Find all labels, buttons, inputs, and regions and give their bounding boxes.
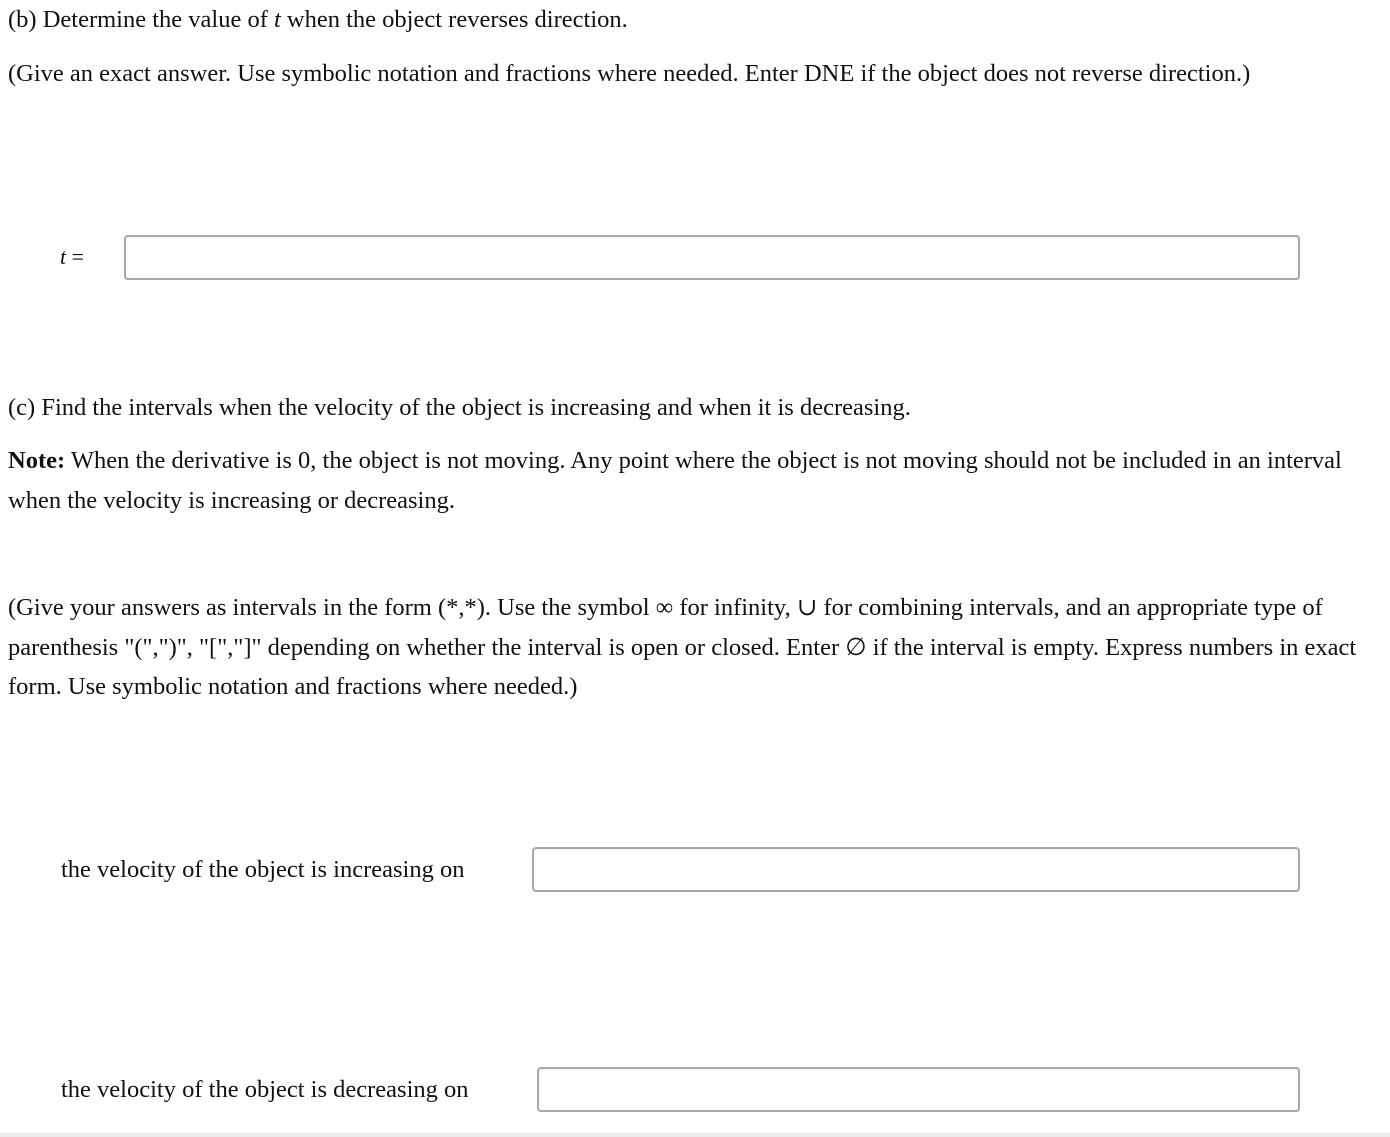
- part-c-note: [8, 441, 1386, 520]
- t-answer-input[interactable]: [124, 235, 1300, 280]
- decreasing-interval-input[interactable]: [537, 1067, 1300, 1112]
- t-answer-label: [60, 246, 84, 268]
- bottom-divider: [0, 1133, 1390, 1137]
- t-answer-label-variable: t: [60, 244, 67, 269]
- decreasing-label: the velocity of the object is decreasing on: [61, 1076, 469, 1103]
- part-b-heading: [8, 8, 628, 33]
- part-b-heading-variable: t: [273, 6, 281, 33]
- part-b-heading-prefix: (b) Determine the value of: [8, 6, 274, 33]
- note-text: When the derivative is 0, the object is not moving. Any point where the object is not moving should not be included in an interval when the velocity is increasing or decreasing.: [8, 447, 1342, 514]
- part-b-heading-suffix: when the object reverses direction.: [280, 6, 628, 33]
- part-c-heading: (c) Find the intervals when the velocity of the object is increasing and when it is decreasing.: [8, 394, 911, 421]
- t-answer-label-equals: =: [66, 244, 85, 269]
- increasing-label: the velocity of the object is increasing on: [61, 856, 465, 883]
- note-label: Note:: [8, 447, 66, 474]
- part-b-instructions: (Give an exact answer. Use symbolic notation and fractions where needed. Enter DNE if the object does not reverse direction.): [8, 60, 1251, 87]
- part-c-instructions: (Give your answers as intervals in the form (*,*). Use the symbol ∞ for infinity, ∪ for combining intervals, and an appropriate type of parenthesis "(",")", "[","]" depending on whether the interval is open or closed. Enter ∅ if the interval is empty. Express numbers in exact form. Use symbolic notation and fractions where needed.): [8, 594, 1357, 700]
- increasing-interval-input[interactable]: [532, 847, 1300, 892]
